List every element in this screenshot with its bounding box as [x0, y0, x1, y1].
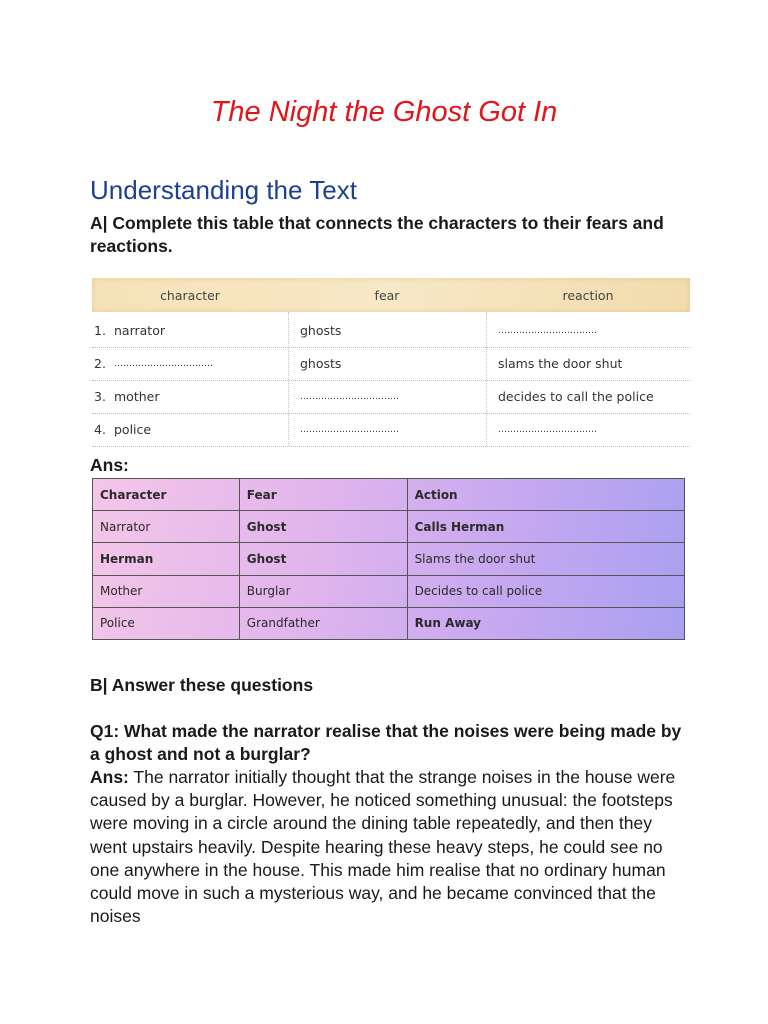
- action-cell: Slams the door shut: [407, 543, 684, 575]
- table-row: [92, 347, 690, 381]
- question-1: Q1: What made the narrator realise that the noises were being made by a ghost and not a burglar?: [90, 721, 682, 764]
- action-cell: Run Away: [407, 607, 684, 639]
- fear-cell: Ghost: [239, 543, 407, 575]
- textbook-table-header: [92, 278, 690, 312]
- answer-paragraph: [90, 766, 690, 928]
- action-cell: Decides to call police: [407, 575, 684, 607]
- fear-cell: ……………………………: [300, 392, 399, 402]
- fear-cell: Grandfather: [239, 607, 407, 639]
- table-row: [93, 543, 685, 575]
- row-number: 1.: [94, 323, 106, 338]
- page-title: The Night the Ghost Got In: [210, 96, 558, 128]
- answer-table: [92, 478, 685, 640]
- header-fear: Fear: [239, 479, 407, 511]
- table-row: [93, 511, 685, 543]
- row-number: 4.: [94, 422, 106, 437]
- ans-label: Ans:: [90, 455, 129, 475]
- action-cell: Calls Herman: [407, 511, 684, 543]
- table-row: [92, 314, 690, 348]
- fear-cell: ghosts: [300, 323, 342, 338]
- textbook-table: [92, 278, 690, 446]
- answer-text: The narrator initially thought that the strange noises in the house were caused by a burglar. However, he noticed something unusual: the footsteps were moving in a circle around the dining table repeatedly, and then they went upstairs heavily. Despite hearing these heavy steps, he could see no one anywhere in the house. This made him realise that no ordinary human could move in such a mysterious way, and he became convinced that the noises: [90, 767, 676, 927]
- header-action: Action: [407, 479, 684, 511]
- reaction-cell: decides to call the police: [498, 389, 654, 404]
- table-row: [93, 575, 685, 607]
- reaction-cell: slams the door shut: [498, 356, 623, 371]
- fear-cell: ghosts: [300, 356, 342, 371]
- fear-cell: Burglar: [239, 575, 407, 607]
- table-row: [93, 607, 685, 639]
- row-number: 2.: [94, 356, 106, 371]
- answer-prefix: Ans:: [90, 767, 129, 787]
- part-a-instruction: A| Complete this table that connects the characters to their fears and reactions.: [90, 213, 664, 256]
- table-row: [92, 413, 690, 447]
- header-character: Character: [93, 479, 240, 511]
- header-reaction: reaction: [562, 288, 614, 303]
- fear-cell: Ghost: [239, 511, 407, 543]
- section-heading: Understanding the Text: [90, 175, 357, 205]
- character-cell: ……………………………: [114, 359, 213, 369]
- header-fear: fear: [374, 288, 400, 303]
- header-character: character: [160, 288, 220, 303]
- row-number: 3.: [94, 389, 106, 404]
- table-row: [92, 380, 690, 414]
- character-cell: Mother: [93, 575, 240, 607]
- table-header-row: [93, 479, 685, 511]
- character-cell: Narrator: [93, 511, 240, 543]
- reaction-cell: ……………………………: [498, 425, 597, 435]
- fear-cell: ……………………………: [300, 425, 399, 435]
- character-cell: Herman: [93, 543, 240, 575]
- character-cell: mother: [114, 389, 160, 404]
- character-cell: police: [114, 422, 152, 437]
- reaction-cell: ……………………………: [498, 326, 597, 336]
- character-cell: narrator: [114, 323, 165, 338]
- character-cell: Police: [93, 607, 240, 639]
- part-b-heading: B| Answer these questions: [90, 675, 314, 695]
